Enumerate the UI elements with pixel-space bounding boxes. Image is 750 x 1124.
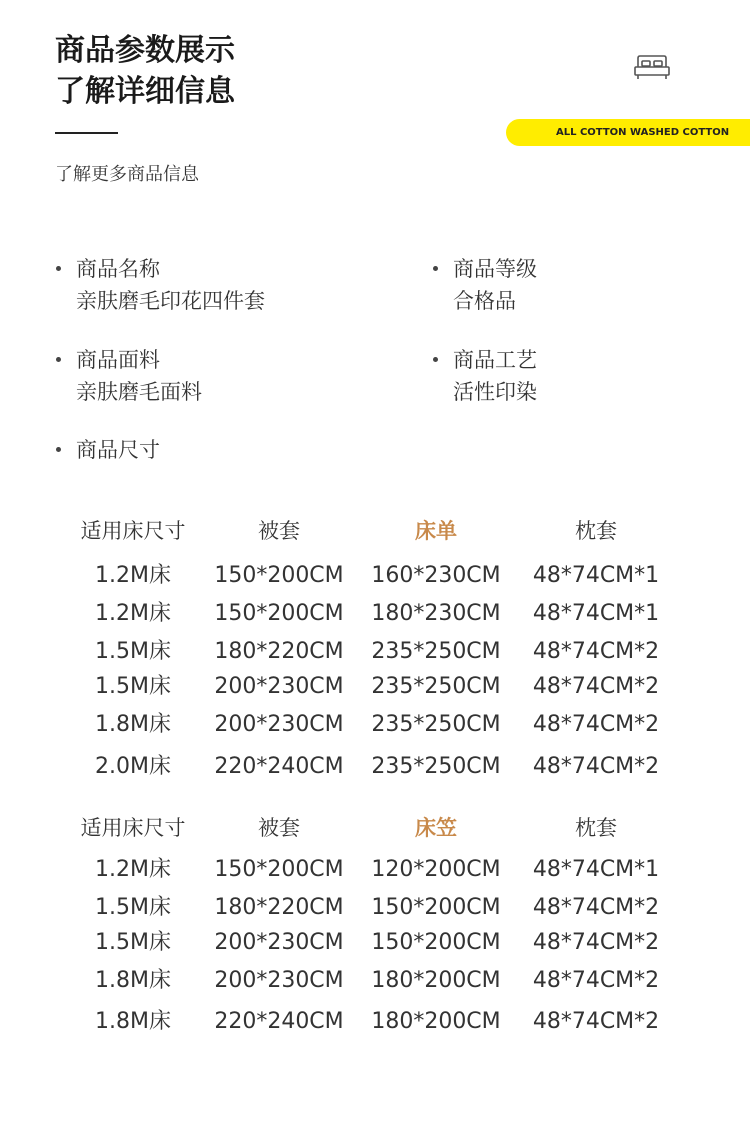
cell-bed-size: 1.8M床 — [95, 968, 171, 993]
cell-pillowcase: 48*74CM*2 — [532, 1009, 660, 1034]
cell-pillowcase: 48*74CM*1 — [532, 857, 660, 882]
bed-icon — [633, 54, 671, 82]
cell-pillowcase: 48*74CM*2 — [532, 930, 660, 955]
header-flat-sheet: 床单 — [415, 519, 457, 543]
cell-duvet-cover: 220*240CM — [214, 754, 344, 779]
cell-duvet-cover: 200*230CM — [214, 674, 344, 699]
cell-bed-size: 1.2M床 — [95, 601, 171, 626]
table-row — [0, 891, 750, 925]
cell-fitted-sheet: 150*200CM — [371, 895, 501, 920]
spec-value: 亲肤磨毛印花四件套 — [76, 289, 265, 313]
cell-duvet-cover: 150*200CM — [214, 601, 344, 626]
spec-label: 商品工艺 — [453, 348, 537, 372]
spec-label: 商品等级 — [453, 257, 537, 281]
cell-duvet-cover: 200*230CM — [214, 712, 344, 737]
table-row — [0, 670, 750, 704]
cell-duvet-cover: 180*220CM — [214, 639, 344, 664]
bullet-dot — [56, 266, 61, 271]
cell-duvet-cover: 180*220CM — [214, 895, 344, 920]
cell-pillowcase: 48*74CM*2 — [532, 895, 660, 920]
cell-bed-size: 1.2M床 — [95, 563, 171, 588]
cell-flat-sheet: 235*250CM — [371, 674, 501, 699]
cell-flat-sheet: 235*250CM — [371, 639, 501, 664]
table-row — [0, 1005, 750, 1039]
table-row — [0, 853, 750, 887]
cell-bed-size: 1.5M床 — [95, 639, 171, 664]
table-row — [0, 964, 750, 998]
cell-pillowcase: 48*74CM*1 — [532, 601, 660, 626]
title-line-1: 商品参数展示 — [55, 33, 235, 68]
cell-bed-size: 1.5M床 — [95, 674, 171, 699]
cell-flat-sheet: 235*250CM — [371, 754, 501, 779]
header-bed-size: 适用床尺寸 — [80, 816, 186, 840]
table-header — [0, 811, 750, 845]
table-row — [0, 708, 750, 742]
header-fitted-sheet: 床笠 — [415, 816, 457, 840]
page-title — [55, 30, 235, 112]
table-row — [0, 926, 750, 960]
spec-item-grade — [453, 253, 537, 317]
bullet-dot — [56, 357, 61, 362]
header-duvet-cover: 被套 — [258, 519, 300, 543]
cell-bed-size: 1.5M床 — [95, 930, 171, 955]
spec-value: 合格品 — [453, 289, 516, 313]
table-row — [0, 559, 750, 593]
cell-bed-size: 1.5M床 — [95, 895, 171, 920]
cell-duvet-cover: 150*200CM — [214, 563, 344, 588]
cell-bed-size: 1.2M床 — [95, 857, 171, 882]
cell-fitted-sheet: 180*200CM — [371, 968, 501, 993]
cell-flat-sheet: 180*230CM — [371, 601, 501, 626]
cell-bed-size: 1.8M床 — [95, 1009, 171, 1034]
header-duvet-cover: 被套 — [258, 816, 300, 840]
cell-fitted-sheet: 180*200CM — [371, 1009, 501, 1034]
cell-pillowcase: 48*74CM*2 — [532, 674, 660, 699]
spec-item-craft — [453, 344, 537, 408]
title-divider — [55, 132, 118, 134]
cell-pillowcase: 48*74CM*2 — [532, 754, 660, 779]
spec-label: 商品尺寸 — [76, 438, 160, 462]
bullet-dot — [433, 357, 438, 362]
cell-pillowcase: 48*74CM*2 — [532, 712, 660, 737]
cell-bed-size: 1.8M床 — [95, 712, 171, 737]
spec-item-size — [76, 434, 160, 466]
title-line-2: 了解详细信息 — [55, 74, 235, 109]
bullet-dot — [56, 447, 61, 452]
cell-duvet-cover: 220*240CM — [214, 1009, 344, 1034]
spec-label: 商品名称 — [76, 257, 160, 281]
cell-bed-size: 2.0M床 — [95, 754, 171, 779]
cell-fitted-sheet: 150*200CM — [371, 930, 501, 955]
table-row — [0, 750, 750, 784]
header-pillowcase: 枕套 — [575, 519, 617, 543]
cell-flat-sheet: 235*250CM — [371, 712, 501, 737]
spec-item-fabric — [76, 344, 202, 408]
spec-item-name — [76, 253, 265, 317]
cell-fitted-sheet: 120*200CM — [371, 857, 501, 882]
table-row — [0, 635, 750, 669]
spec-value: 活性印染 — [453, 380, 537, 404]
cell-duvet-cover: 200*230CM — [214, 930, 344, 955]
cell-pillowcase: 48*74CM*2 — [532, 968, 660, 993]
cell-pillowcase: 48*74CM*1 — [532, 563, 660, 588]
cell-flat-sheet: 160*230CM — [371, 563, 501, 588]
table-row — [0, 597, 750, 631]
header-pillowcase: 枕套 — [575, 816, 617, 840]
subtitle: 了解更多商品信息 — [55, 164, 199, 185]
table-header — [0, 514, 750, 548]
cell-pillowcase: 48*74CM*2 — [532, 639, 660, 664]
spec-label: 商品面料 — [76, 348, 160, 372]
cell-duvet-cover: 150*200CM — [214, 857, 344, 882]
bullet-dot — [433, 266, 438, 271]
header-bed-size: 适用床尺寸 — [80, 519, 186, 543]
cell-duvet-cover: 200*230CM — [214, 968, 344, 993]
material-badge: ALL COTTON WASHED COTTON — [506, 119, 750, 146]
spec-value: 亲肤磨毛面料 — [76, 380, 202, 404]
